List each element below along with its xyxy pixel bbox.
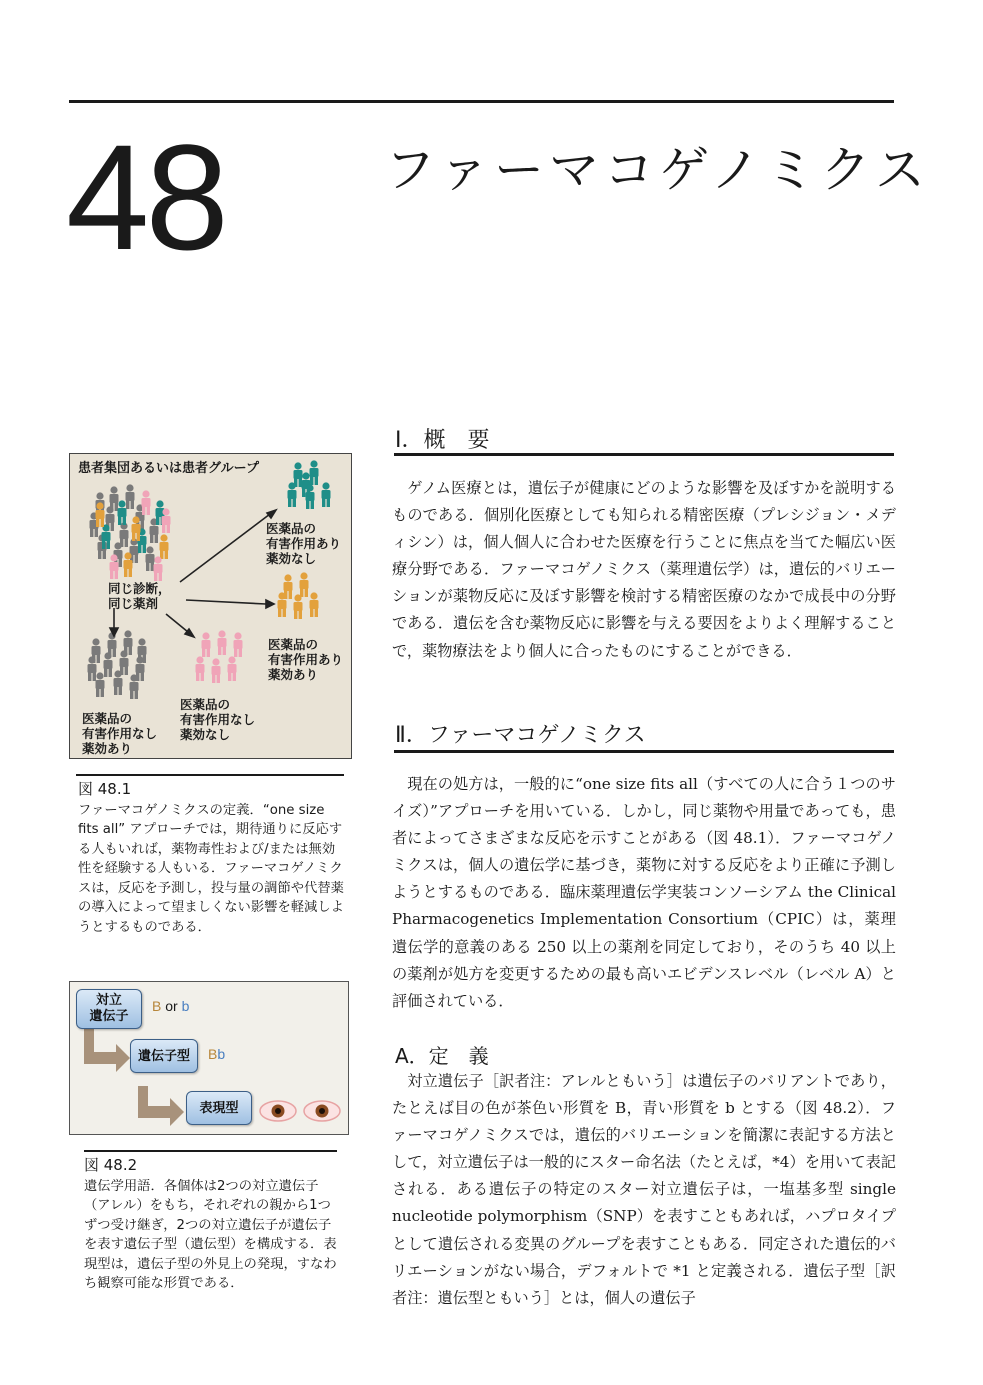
figure-48-2 (69, 981, 349, 1135)
pink-group-icon (196, 630, 243, 683)
allele-note (152, 999, 189, 1014)
caption-text: 遺伝学用語．各個体は2つの対立遺伝子（アレル）をもち，それぞれの親から1つずつ受け継ぎ，2つの対立遺伝子が遺伝子を表す遺伝子型（遺伝型）を構成する．表現型は，遺伝子型の外見上の発現，すなわち観察可能な形質である． (84, 1178, 337, 1291)
figure-48-1-caption (78, 780, 348, 937)
caption-label: 図 48.2 (84, 1156, 138, 1174)
section-rule (394, 750, 894, 753)
mixed-patient-group-icon (90, 484, 171, 581)
subsection-body-definitions (392, 1068, 896, 1312)
phenotype-box: 表現型 (186, 1091, 252, 1125)
pink-outcome-label: 医薬品の 有害作用なし 薬効なし (180, 698, 256, 742)
figure-48-2-caption (84, 1156, 340, 1294)
recessive-allele: b (217, 1046, 226, 1062)
allele-box: 対立 遺伝子 (76, 989, 142, 1029)
chapter-title: ファーマコゲノミクス (385, 141, 930, 199)
center-label: 同じ診断， 同じ薬剤 (108, 582, 171, 611)
figure-48-1 (69, 453, 352, 759)
genotype-note (208, 1047, 225, 1062)
brown-eyes-icon (256, 1094, 346, 1128)
caption-rule (76, 774, 344, 776)
teal-group-icon (288, 460, 331, 509)
genotype-box: 遺伝子型 (130, 1039, 198, 1073)
subsection-heading-definitions: A．定 義 (395, 1044, 489, 1068)
recessive-allele: b (181, 998, 190, 1014)
section-heading-overview: Ⅰ．概 要 (395, 428, 490, 453)
gray-outcome-label: 医薬品の 有害作用なし 薬効あり (82, 712, 158, 756)
chapter-number: 48 (66, 113, 225, 281)
paragraph: 対立遺伝子［訳者注：アレルともいう］は遺伝子のバリアントであり，たとえば目の色が茶色い形質を B，青い形質を b とする（図 48.2）．ファーマコゲノミクスでは，遺伝的バリエーションを簡潔に表記する方法として，対立遺伝子は一般的にスター命名法（たとえば，*4）を用いて表記される．ある遺伝子の特定のスター対立遺伝子は，一塩基多型 single nucleotide polymorphism（SNP）を表すこともあれば，ハプロタイプとして遺伝される変異のグループを表すこともある．同定された遺伝的バリエーションがない場合，デフォルトで *1 と定義される．遺伝子型［訳者注：遺伝型ともいう］とは，個人の遺伝子 (392, 1072, 896, 1307)
caption-label: 図 48.1 (78, 780, 132, 798)
dominant-allele: B (208, 1046, 218, 1062)
paragraph: 現在の処方は，一般的に“one size fits all（すべての人に合う１つのサイズ）”アプローチを用いている．しかし，同じ薬物や用量であっても，患者によってさまざまな反応を示すことがある（図 48.1）．ファーマコゲノミクスは，個人の遺伝学に基づき，薬物に対する反応をより正確に予測しようとするものである．臨床薬理遺伝学実装コンソーシアム the Clinical Pharmacogenetics Implementation Consortium（CPIC）は，薬理遺伝学的意義のある 250 以上の薬剤を同定しており，そのうち 40 以上の薬剤が処方を変更するための最も高いエビデンスレベル（レベル A）と評価されている． (392, 775, 896, 1010)
or-word: or (161, 998, 182, 1014)
paragraph: ゲノム医療とは，遺伝子が健康にどのような影響を及ぼすかを説明するものである．個別化医療としても知られる精密医療（プレシジョン・メディシン）は，個人個人に合わせた医療を行うことに焦点を当てた幅広い医療分野である．ファーマコゲノミクス（薬理遺伝学）は，遺伝的バリエーションが薬物反応に及ぼす影響を検討する精密医療のなかで成長中の分野である．遺伝を含む薬物反応に影響を与える要因をよりよく理解することで，薬物療法をより個人に合ったものにすることができる． (392, 479, 896, 660)
section-rule (394, 453, 894, 456)
section-body-overview (392, 475, 896, 665)
orange-outcome-label: 医薬品の 有害作用あり 薬効あり (268, 638, 344, 682)
caption-text: ファーマコゲノミクスの定義．“one size fits all” アプローチでは，期待通りに反応する人もいれば，薬物毒性および/または無効性を経験する人もいる．ファーマコゲノミクスは，反応を予測し，投与量の調節や代替薬の導入によって望ましくない影響を軽減しようとするものである． (78, 802, 344, 935)
section-body-pharmacogenomics (392, 771, 896, 1015)
section-heading-pharmacogenomics: Ⅱ．ファーマコゲノミクス (395, 723, 646, 748)
top-rule (69, 100, 894, 103)
teal-outcome-label: 医薬品の 有害作用あり 薬効なし (266, 522, 342, 566)
gray-group-icon (88, 630, 147, 699)
orange-group-icon (278, 572, 319, 619)
dominant-allele: B (152, 998, 162, 1014)
caption-rule (84, 1150, 337, 1152)
figure-title: 患者集団あるいは患者グループ (78, 460, 259, 475)
